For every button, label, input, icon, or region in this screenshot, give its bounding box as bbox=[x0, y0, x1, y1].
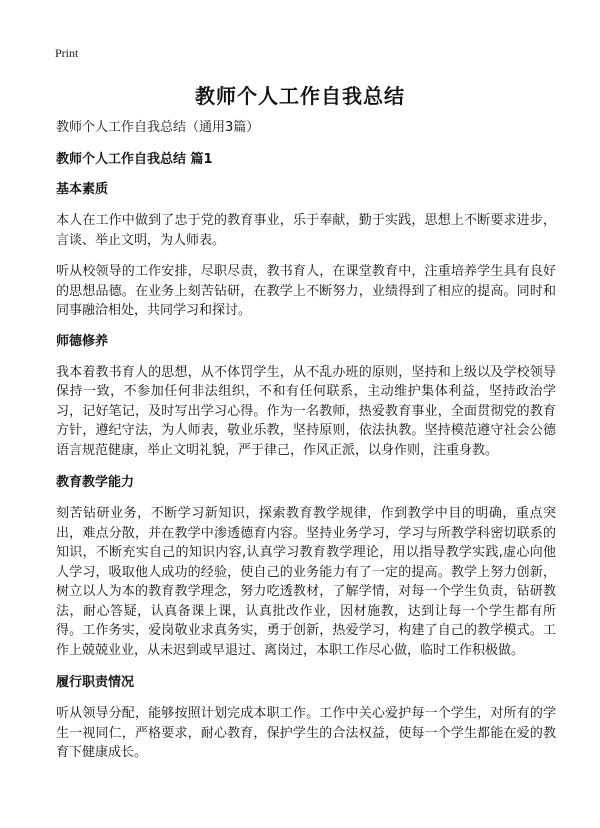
paragraph: 本人在工作中做到了忠于党的教育事业，乐于奉献，勤于实践，思想上不断要求进步，言谈、举止文明，为人师表。 bbox=[56, 213, 556, 248]
paragraph: 刻苦钻研业务，不断学习新知识，探索教育教学规律，作到教学中目的明确，重点突出，难点分散，并在教学中渗透德育内容。坚持业务学习，学习与所教学科密切联系的知识，不断充实自己的知识内容,认真学习教育教学理论，用以指导教学实践,虚心向他人学习，吸取他人成功的经验，使自己的业务能力有了一定的提高。教学上努力创新，树立以人为本的教育教学理念，努力吃透教材，了解学情，对每一个学生负责，钻研教法，耐心答疑，认真备课上课，认真批改作业，因材施教，达到让每一个学生都有所得。工作务实，爱岗敬业求真务实，勇于创新，热爱学习，构建了自己的教学模式。工作上兢兢业业，从未迟到或早退过、离岗过，本职工作尽心做，临时工作积极做。 bbox=[56, 506, 556, 658]
section-heading-teaching-ability: 教育教学能力 bbox=[56, 475, 135, 490]
article-heading: 教师个人工作自我总结 篇1 bbox=[56, 152, 213, 167]
print-link[interactable]: Print bbox=[55, 46, 79, 60]
paragraph: 我本着教书育人的思想，从不体罚学生，从不乱办班的原则，坚持和上级以及学校领导保持一致，不参加任何非法组织，不和有任何联系，主动维护集体利益，坚持政治学习，记好笔记，及时写出学习心得。作为一名教师，热爱教育事业，全面贯彻党的教育方针，遵纪守法，为人师表，敬业乐教，坚持原则，依法执教。坚持模范遵守社会公德语言规范健康，举止文明礼貌，严于律己，作风正派，以身作则，注重身教。 bbox=[56, 364, 556, 458]
document-subtitle: 教师个人工作自我总结（通用3篇） bbox=[56, 120, 260, 135]
section-heading-basic-quality: 基本素质 bbox=[56, 182, 109, 197]
paragraph: 听从领导分配，能够按照计划完成本职工作。工作中关心爱护每一个学生，对所有的学生一视同仁，严格要求，耐心教育，保护学生的合法权益，使每一个学生都能在爱的教育下健康成长。 bbox=[56, 706, 556, 760]
document-body bbox=[56, 119, 556, 763]
section-heading-duties: 履行职责情况 bbox=[56, 675, 135, 690]
paragraph: 听从校领导的工作安排，尽职尽责，教书育人，在课堂教育中，注重培养学生具有良好的思想品德。在业务上刻苦钻研，在教学上不断努力，业绩得到了相应的提高。同时和同事融洽相处，共同学习和探讨。 bbox=[56, 264, 556, 318]
section-heading-ethics: 师德修养 bbox=[56, 333, 109, 349]
page-title: 教师个人工作自我总结 bbox=[195, 84, 405, 108]
